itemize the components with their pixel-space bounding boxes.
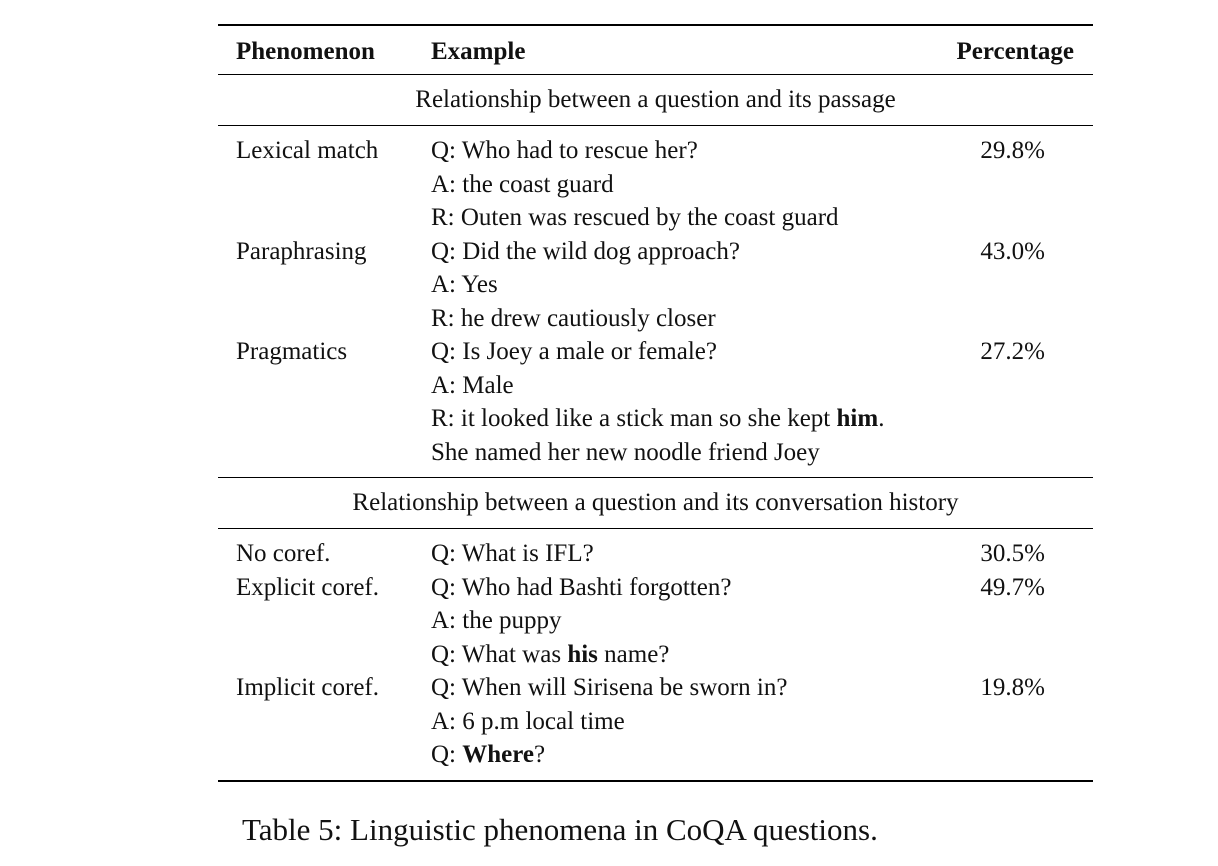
example-text: A: Male (431, 371, 514, 399)
example-emphasis: his (567, 640, 598, 668)
example-line (431, 436, 1093, 470)
example-text: A: the puppy (431, 607, 562, 634)
table-row (218, 571, 1093, 672)
example-text: A: the coast guard (431, 170, 614, 198)
example-text: Q: What was (431, 640, 568, 668)
example-text: She named her new noodle friend Joey (431, 438, 820, 466)
percentage-cell: 43.0% (980, 237, 1045, 265)
section-title: Relationship between a question and its passage (415, 86, 896, 113)
example-line (431, 369, 1093, 403)
example-text: Q: Is Joey a male or female? (431, 338, 717, 365)
table-row (218, 335, 1093, 469)
example-line (431, 168, 1093, 202)
example-line (431, 302, 1093, 336)
example-line (431, 402, 1093, 436)
table-caption: Table 5: Linguistic phenomena in CoQA questions. (242, 812, 878, 847)
example-line (431, 268, 1093, 302)
table-row (218, 134, 1093, 235)
example-emphasis: him (836, 405, 879, 432)
section-body (218, 529, 1093, 780)
table-row (218, 537, 1093, 571)
example-line (431, 201, 1093, 235)
table-body (218, 75, 1093, 782)
table-row (218, 671, 1093, 772)
percentage-cell: 29.8% (980, 137, 1045, 164)
example-text: R: Outen was rescued by the coast guard (431, 204, 839, 231)
example-text: ? (534, 741, 546, 768)
example-text: A: Yes (431, 271, 498, 298)
phenomena-table (218, 24, 1093, 782)
phenomenon-cell: Implicit coref. (236, 674, 379, 701)
example-text: name? (597, 640, 670, 668)
example-line (431, 638, 1093, 672)
example-emphasis: Where (462, 741, 534, 768)
percentage-cell: 27.2% (980, 338, 1045, 365)
example-text: Q: Did the wild dog approach? (431, 237, 740, 265)
percentage-cell: 19.8% (980, 674, 1045, 701)
example-line (431, 705, 1093, 739)
header-percentage: Percentage (956, 38, 1074, 65)
example-line (431, 604, 1093, 638)
example-line (431, 738, 1093, 772)
example-text: Q: When will Sirisena be sworn in? (431, 674, 788, 701)
percentage-cell: 30.5% (980, 540, 1045, 567)
phenomenon-cell: Pragmatics (236, 338, 348, 365)
table-row (218, 235, 1093, 336)
bottom-rule (218, 780, 1093, 782)
example-text: R: he drew cautiously closer (431, 304, 716, 332)
phenomenon-cell: Paraphrasing (236, 237, 367, 265)
section-title: Relationship between a question and its conversation history (352, 489, 959, 516)
percentage-cell: 49.7% (980, 573, 1045, 601)
example-text: Q: Who had to rescue her? (431, 137, 698, 164)
section-body (218, 126, 1093, 477)
phenomenon-cell: No coref. (236, 540, 331, 567)
example-text: Q: What is IFL? (431, 540, 594, 567)
phenomenon-cell: Explicit coref. (236, 573, 379, 601)
header-example: Example (431, 38, 526, 65)
table-header-row (218, 26, 1093, 74)
example-text: Q: Who had Bashti forgotten? (431, 573, 732, 601)
example-text: Q: (431, 741, 463, 768)
example-text: R: it looked like a stick man so she kept (431, 405, 837, 432)
phenomenon-cell: Lexical match (236, 137, 379, 164)
example-text: A: 6 p.m local time (431, 707, 625, 735)
header-phenomenon: Phenomenon (236, 38, 375, 65)
example-text: . (878, 405, 885, 432)
